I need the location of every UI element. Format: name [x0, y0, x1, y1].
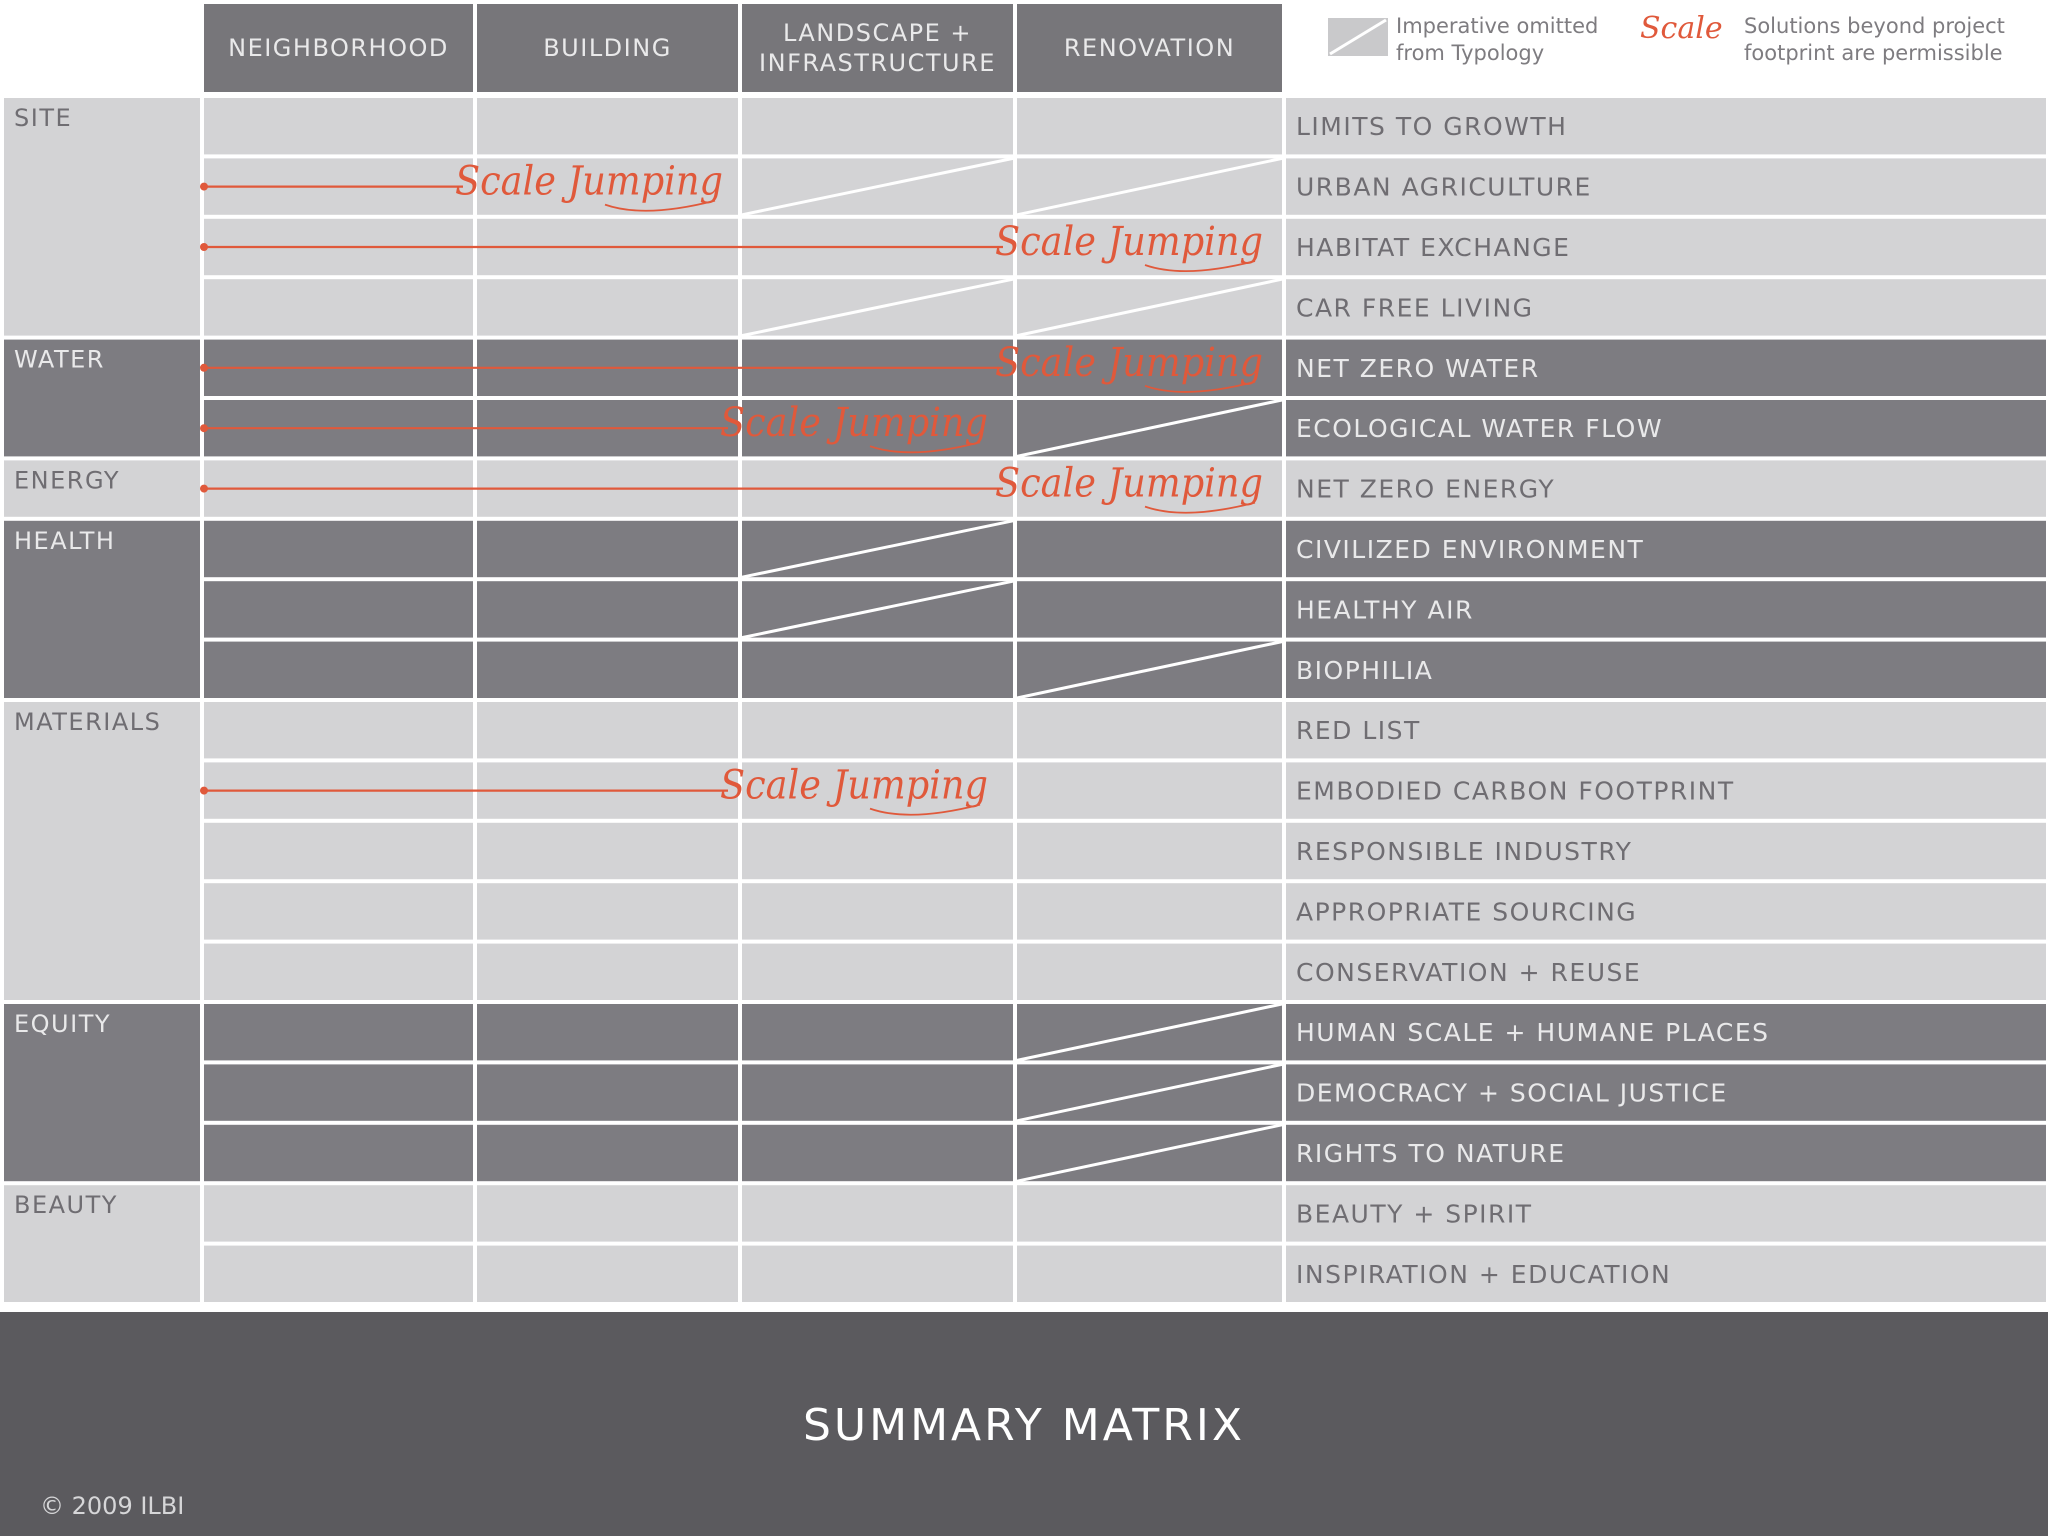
typology-cell — [477, 1246, 738, 1302]
imperative-label: ECOLOGICAL WATER FLOW — [1296, 414, 1664, 444]
typology-cell — [204, 642, 473, 698]
footer — [0, 1312, 2048, 1536]
imperative-label: BEAUTY + SPIRIT — [1296, 1199, 1533, 1229]
typology-cell — [1017, 98, 1282, 154]
typology-cell — [1017, 702, 1282, 758]
typology-cell — [204, 1185, 473, 1241]
typology-cell — [477, 1004, 738, 1060]
typology-cell — [204, 883, 473, 939]
scale-jumping-label: Scale Jumping — [720, 762, 988, 809]
typology-cell — [1017, 944, 1282, 1000]
imperative-label: NET ZERO ENERGY — [1296, 474, 1556, 504]
imperative-label: RED LIST — [1296, 716, 1421, 746]
imperative-label: LIMITS TO GROWTH — [1296, 112, 1568, 142]
column-header-label: RENOVATION — [1063, 34, 1236, 62]
group-label: SITE — [14, 104, 73, 132]
scale-jumping-label: Scale Jumping — [995, 460, 1263, 507]
imperative-label: CONSERVATION + REUSE — [1296, 957, 1642, 987]
imperative-label: INSPIRATION + EDUCATION — [1296, 1259, 1672, 1289]
typology-cell — [204, 823, 473, 879]
column-header-label: BUILDING — [543, 34, 672, 62]
typology-cell — [742, 883, 1013, 939]
imperative-label: HEALTHY AIR — [1296, 595, 1474, 625]
group-label: EQUITY — [14, 1010, 112, 1038]
scale-jumping-dot — [200, 485, 208, 493]
scale-jumping-dot — [200, 243, 208, 251]
typology-cell — [1017, 1185, 1282, 1241]
typology-cell — [1017, 581, 1282, 637]
typology-cell — [1017, 823, 1282, 879]
typology-cell — [204, 1246, 473, 1302]
group-label: ENERGY — [14, 466, 121, 495]
scale-jumping-dot — [200, 364, 208, 372]
scale-jumping-label: Scale Jumping — [995, 339, 1263, 386]
typology-cell — [204, 98, 473, 154]
typology-cell — [477, 883, 738, 939]
typology-cell — [742, 98, 1013, 154]
group-label: HEALTH — [14, 526, 116, 555]
legend — [1328, 11, 2005, 65]
typology-cell — [1017, 883, 1282, 939]
matrix-cells — [4, 98, 2046, 1302]
typology-cell — [477, 581, 738, 637]
imperative-label: URBAN AGRICULTURE — [1296, 172, 1592, 202]
typology-cell — [742, 944, 1013, 1000]
typology-cell — [742, 1185, 1013, 1241]
copyright-text: © 2009 ILBI — [40, 1492, 185, 1520]
scale-jumping-dot — [200, 787, 208, 795]
imperative-label: EMBODIED CARBON FOOTPRINT — [1296, 776, 1735, 806]
legend-scale-glyph: Scale — [1640, 11, 1723, 46]
imperative-label: HABITAT EXCHANGE — [1296, 233, 1571, 262]
legend-omitted-label: Imperative omitted from Typology — [1396, 14, 1599, 65]
column-header-label: NEIGHBORHOOD — [228, 34, 449, 62]
imperative-label: BIOPHILIA — [1296, 655, 1434, 685]
imperative-label: HUMAN SCALE + HUMANE PLACES — [1296, 1018, 1770, 1048]
typology-cell — [742, 1064, 1013, 1120]
imperative-label: RESPONSIBLE INDUSTRY — [1296, 837, 1633, 866]
typology-cell — [477, 1064, 738, 1120]
typology-cell — [477, 279, 738, 335]
imperative-label: CAR FREE LIVING — [1296, 293, 1534, 323]
group-label: BEAUTY — [14, 1191, 118, 1220]
typology-cell — [204, 944, 473, 1000]
typology-cell — [1017, 1246, 1282, 1302]
imperative-label: NET ZERO WATER — [1296, 353, 1540, 383]
imperative-label: DEMOCRACY + SOCIAL JUSTICE — [1296, 1078, 1728, 1108]
typology-cell — [204, 521, 473, 577]
footer-title: SUMMARY MATRIX — [803, 1400, 1245, 1451]
group-cell — [4, 98, 200, 336]
imperative-label: APPROPRIATE SOURCING — [1296, 897, 1638, 927]
typology-cell — [204, 1004, 473, 1060]
column-header-cell — [742, 4, 1013, 92]
scale-jumping-dot — [200, 183, 208, 191]
typology-cell — [742, 642, 1013, 698]
typology-cell — [477, 702, 738, 758]
typology-cell — [477, 98, 738, 154]
typology-cell — [1017, 521, 1282, 577]
typology-cell — [477, 1185, 738, 1241]
typology-cell — [477, 1125, 738, 1181]
column-header-label: LANDSCAPE + INFRASTRUCTURE — [759, 19, 996, 77]
imperative-label: RIGHTS TO NATURE — [1296, 1139, 1566, 1168]
scale-jumping-label: Scale Jumping — [720, 400, 988, 447]
legend-scale-label: Solutions beyond project footprint are permissible — [1744, 14, 2005, 65]
typology-cell — [742, 1004, 1013, 1060]
column-header — [204, 4, 1282, 92]
typology-cell — [204, 1125, 473, 1181]
imperative-label: CIVILIZED ENVIRONMENT — [1296, 535, 1645, 564]
typology-cell — [1017, 762, 1282, 818]
group-cell — [4, 702, 200, 1000]
typology-cell — [477, 642, 738, 698]
typology-cell — [204, 581, 473, 637]
typology-cell — [742, 1125, 1013, 1181]
group-label: MATERIALS — [14, 708, 162, 736]
typology-cell — [742, 702, 1013, 758]
scale-jumping-dot — [200, 424, 208, 432]
typology-cell — [742, 1246, 1013, 1302]
typology-cell — [477, 944, 738, 1000]
typology-cell — [477, 823, 738, 879]
typology-cell — [204, 1064, 473, 1120]
typology-cell — [477, 521, 738, 577]
typology-cell — [204, 702, 473, 758]
typology-cell — [204, 279, 473, 335]
typology-cell — [742, 823, 1013, 879]
scale-jumping-label: Scale Jumping — [995, 219, 1263, 265]
scale-jumping-label: Scale Jumping — [455, 158, 723, 205]
group-label: WATER — [14, 345, 105, 374]
